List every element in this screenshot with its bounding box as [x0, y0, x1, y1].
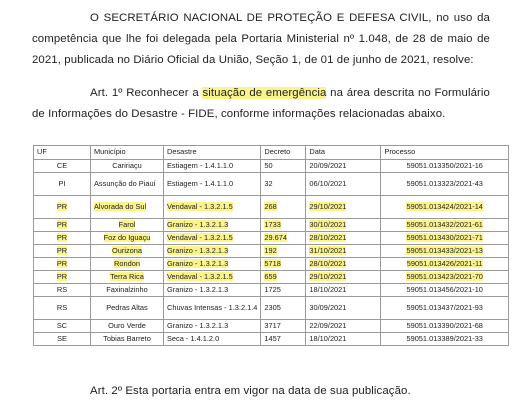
cell-desastre-text: Granizo - 1.3.2.1.3	[167, 219, 229, 229]
cell-uf-text: CE	[56, 160, 68, 170]
cell-municipio	[91, 297, 164, 320]
table-row	[34, 320, 509, 333]
cell-desastre	[164, 219, 261, 232]
cell-uf-text: PR	[56, 201, 68, 211]
cell-uf	[34, 258, 91, 271]
cell-processo-text: 59051.013424/2021-14	[406, 201, 483, 211]
cell-processo-text: 59051.013437/2021-93	[406, 302, 483, 312]
cell-decreto-text: 659	[264, 271, 277, 281]
cell-processo	[381, 284, 509, 297]
table-row	[34, 160, 509, 173]
cell-uf	[34, 219, 91, 232]
cell-municipio	[91, 219, 164, 232]
cell-data	[306, 284, 381, 297]
header-processo: Processo	[381, 146, 509, 160]
cell-decreto-text: 29.674	[264, 232, 287, 242]
cell-processo-text: 59051.013423/2021-70	[406, 271, 483, 281]
cell-decreto-text: 32	[264, 178, 273, 188]
cell-uf	[34, 173, 91, 196]
cell-desastre-text: Estiagem - 1.4.1.1.0	[167, 178, 234, 188]
article-1-text-end: na área descrita no Formulário de Informações do Desastre - FIDE, conforme informações relacionadas abaixo.	[32, 87, 490, 120]
cell-processo	[381, 271, 509, 284]
cell-decreto-text: 3717	[264, 320, 281, 330]
cell-decreto	[261, 219, 306, 232]
cell-desastre	[164, 271, 261, 284]
cell-data	[306, 160, 381, 173]
cell-desastre-text: Granizo - 1.3.2.1.3	[167, 245, 229, 255]
cell-desastre-text: Estiagem - 1.4.1.1.0	[167, 160, 234, 170]
cell-decreto	[261, 284, 306, 297]
cell-decreto	[261, 271, 306, 284]
cell-uf	[34, 320, 91, 333]
cell-processo-text: 59051.013433/2021-13	[406, 245, 483, 255]
cell-data	[306, 232, 381, 245]
cell-municipio-text: Alvorada do Sul	[94, 201, 147, 211]
cell-decreto	[261, 258, 306, 271]
cell-municipio	[91, 271, 164, 284]
article-1-text-start: Art. 1º Reconhecer a	[90, 87, 203, 99]
table-row	[34, 284, 509, 297]
table-row	[34, 173, 509, 196]
cell-desastre-text: Granizo - 1.3.2.1.3	[167, 258, 229, 268]
cell-decreto	[261, 196, 306, 219]
cell-desastre	[164, 297, 261, 320]
cell-uf-text: SE	[57, 333, 67, 343]
cell-uf-text: PR	[56, 271, 68, 281]
table-header-row	[34, 146, 509, 160]
cell-processo	[381, 333, 509, 346]
table-body	[34, 160, 509, 346]
cell-municipio-text: Faxinalzinho	[106, 284, 148, 294]
cell-data-text: 28/10/2021	[309, 232, 347, 242]
cell-processo	[381, 196, 509, 219]
cell-data	[306, 258, 381, 271]
cell-municipio-text: Ourizona	[112, 245, 142, 255]
cell-data	[306, 219, 381, 232]
cell-desastre-text: Chuvas Intensas - 1.3.2.1.4	[167, 302, 258, 312]
cell-desastre-text: Vendaval - 1.3.2.1.5	[167, 271, 233, 281]
cell-data-text: 28/10/2021	[309, 258, 347, 268]
cell-data-text: 18/10/2021	[309, 333, 347, 343]
cell-uf-text: PI	[58, 178, 66, 188]
cell-municipio	[91, 232, 164, 245]
cell-decreto	[261, 173, 306, 196]
cell-municipio-text: Foz do Iguaçu	[103, 232, 151, 242]
cell-data-text: 31/10/2021	[309, 245, 347, 255]
cell-data-text: 20/09/2021	[309, 160, 347, 170]
cell-data-text: 29/10/2021	[309, 201, 347, 211]
header-decreto: Decreto	[261, 146, 306, 160]
cell-decreto	[261, 320, 306, 333]
cell-uf-text: PR	[56, 258, 68, 268]
cell-municipio	[91, 160, 164, 173]
cell-processo	[381, 245, 509, 258]
cell-municipio-text: Assunção do Piauí	[94, 178, 156, 188]
table-row	[34, 232, 509, 245]
cell-decreto-text: 5718	[264, 258, 281, 268]
cell-uf-text: SC	[56, 320, 68, 330]
cell-desastre	[164, 232, 261, 245]
cell-uf	[34, 245, 91, 258]
cell-processo-text: 59051.013389/2021-33	[406, 333, 483, 343]
cell-municipio-text: Terra Rica	[110, 271, 144, 281]
cell-desastre	[164, 173, 261, 196]
cell-processo-text: 59051.013430/2021-71	[406, 232, 483, 242]
cell-uf	[34, 333, 91, 346]
cell-processo	[381, 219, 509, 232]
header-municipio: Município	[91, 146, 164, 160]
cell-desastre	[164, 333, 261, 346]
cell-uf	[34, 271, 91, 284]
cell-data	[306, 173, 381, 196]
table-row	[34, 333, 509, 346]
cell-data-text: 18/10/2021	[309, 284, 347, 294]
table-row	[34, 245, 509, 258]
header-uf: UF	[34, 146, 91, 160]
cell-data	[306, 271, 381, 284]
article-1-paragraph	[32, 83, 490, 125]
header-data: Data	[306, 146, 381, 160]
cell-decreto-text: 268	[264, 201, 277, 211]
table-row	[34, 219, 509, 232]
cell-municipio-text: Farol	[118, 219, 136, 229]
cell-data	[306, 245, 381, 258]
cell-uf-text: PR	[56, 232, 68, 242]
cell-processo-text: 59051.013456/2021-10	[406, 284, 483, 294]
cell-uf	[34, 232, 91, 245]
cell-processo-text: 59051.013350/2021-16	[406, 160, 483, 170]
cell-decreto	[261, 245, 306, 258]
cell-uf-text: RS	[56, 284, 68, 294]
cell-processo	[381, 173, 509, 196]
cell-decreto	[261, 333, 306, 346]
cell-municipio	[91, 173, 164, 196]
cell-uf-text: PR	[56, 219, 68, 229]
cell-desastre	[164, 320, 261, 333]
table-row	[34, 297, 509, 320]
cell-data	[306, 297, 381, 320]
cell-uf	[34, 196, 91, 219]
cell-municipio-text: Pedras Altas	[106, 302, 148, 312]
cell-data-text: 22/09/2021	[309, 320, 347, 330]
cell-desastre-text: Vendaval - 1.3.2.1.5	[167, 232, 233, 242]
cell-decreto-text: 1725	[264, 284, 281, 294]
cell-desastre	[164, 196, 261, 219]
cell-uf	[34, 160, 91, 173]
cell-processo	[381, 232, 509, 245]
cell-data-text: 30/10/2021	[309, 219, 347, 229]
cell-processo	[381, 258, 509, 271]
cell-processo	[381, 297, 509, 320]
municipalities-table	[33, 145, 509, 346]
cell-municipio-text: Ouro Verde	[108, 320, 146, 330]
cell-data-text: 30/09/2021	[309, 302, 347, 312]
table-row	[34, 196, 509, 219]
cell-processo-text: 59051.013426/2021-11	[406, 258, 483, 268]
cell-decreto-text: 2305	[264, 302, 281, 312]
table-row	[34, 271, 509, 284]
preamble-paragraph: O SECRETÁRIO NACIONAL DE PROTEÇÃO E DEFESA CIVIL, no uso da competência que lhe foi delegada pela Portaria Ministerial nº 1.048, de 28 de maio de 2021, publicada no Diário Oficial da União, Seção 1, de 01 de junho de 2021, resolve:	[32, 12, 490, 66]
article-2-paragraph: Art. 2º Esta portaria entra em vigor na data de sua publicação.	[90, 385, 411, 397]
table-row	[34, 258, 509, 271]
cell-processo-text: 59051.013390/2021-68	[406, 320, 483, 330]
cell-data-text: 06/10/2021	[309, 178, 347, 188]
cell-desastre	[164, 258, 261, 271]
cell-data	[306, 196, 381, 219]
cell-desastre	[164, 245, 261, 258]
cell-processo	[381, 320, 509, 333]
cell-municipio-text: Rondon	[114, 258, 140, 268]
cell-desastre-text: Granizo - 1.3.2.1.3	[167, 320, 229, 330]
cell-desastre	[164, 284, 261, 297]
cell-municipio	[91, 245, 164, 258]
cell-decreto	[261, 297, 306, 320]
cell-processo	[381, 160, 509, 173]
cell-decreto	[261, 232, 306, 245]
cell-desastre-text: Granizo - 1.3.2.1.3	[167, 284, 229, 294]
cell-desastre-text: Seca - 1.4.1.2.0	[167, 333, 220, 343]
cell-uf-text: RS	[56, 302, 68, 312]
cell-municipio	[91, 320, 164, 333]
cell-decreto-text: 50	[264, 160, 273, 170]
header-desastre: Desastre	[164, 146, 261, 160]
cell-municipio	[91, 196, 164, 219]
cell-processo-text: 59051.013432/2021-61	[406, 219, 483, 229]
cell-municipio-text: Caririaçu	[112, 160, 142, 170]
cell-processo-text: 59051.013323/2021-43	[406, 178, 483, 188]
cell-municipio	[91, 333, 164, 346]
cell-data	[306, 320, 381, 333]
cell-municipio	[91, 284, 164, 297]
cell-uf	[34, 297, 91, 320]
emergency-highlight: situação de emergência	[202, 87, 327, 99]
cell-decreto	[261, 160, 306, 173]
cell-data	[306, 333, 381, 346]
cell-uf-text: PR	[56, 245, 68, 255]
cell-decreto-text: 1733	[264, 219, 281, 229]
cell-municipio	[91, 258, 164, 271]
cell-data-text: 29/10/2021	[309, 271, 347, 281]
cell-uf	[34, 284, 91, 297]
cell-decreto-text: 192	[264, 245, 277, 255]
cell-municipio-text: Tobias Barreto	[103, 333, 151, 343]
cell-decreto-text: 1457	[264, 333, 281, 343]
cell-desastre-text: Vendaval - 1.3.2.1.5	[167, 201, 233, 211]
cell-desastre	[164, 160, 261, 173]
